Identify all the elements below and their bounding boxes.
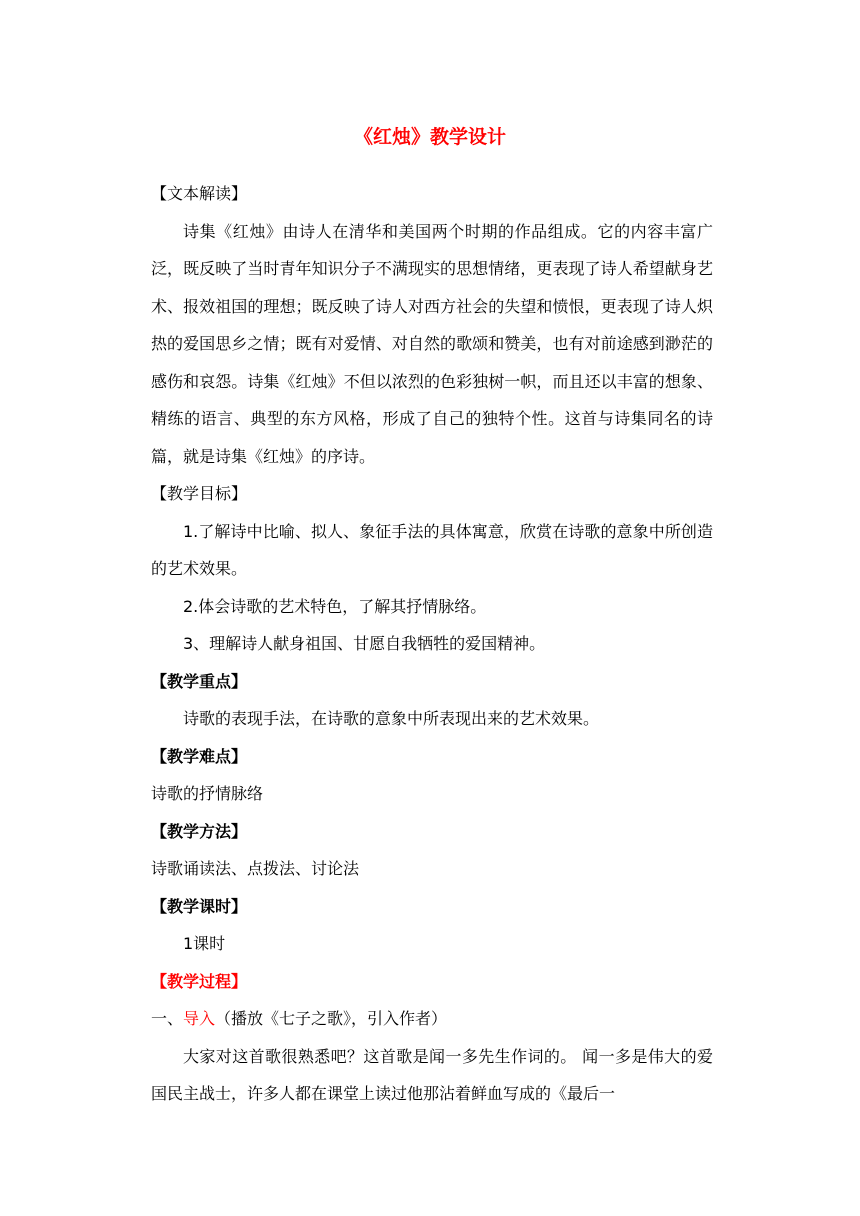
section-heading-difficulties: 【教学难点】 (151, 746, 248, 766)
section-heading-text-reading: 【文本解读】 (151, 184, 248, 203)
goal-item-2: 2.体会诗歌的艺术特色，了解其抒情脉络。 (183, 596, 487, 616)
goal-item-1: 1.了解诗中比喻、拟人、象征手法的具体寓意，欣赏在诗歌的意象中所创造的艺术效果。 (151, 521, 713, 578)
document-body (151, 175, 713, 1113)
section-heading-goals: 【教学目标】 (151, 484, 248, 503)
process-step-note: （播放《七子之歌》，引入作者） (215, 1009, 448, 1028)
document-title: 《红烛》教学设计 (353, 126, 506, 148)
section-heading-process: 【教学过程】 (151, 971, 248, 991)
process-step-prefix: 一、 (151, 1009, 184, 1028)
goal-item-3: 3、理解诗人献身祖国、甘愿自我牺牲的爱国精神。 (183, 634, 546, 653)
process-step-line (151, 1000, 713, 1038)
key-points-text: 诗歌的表现手法，在诗歌的意象中所表现出来的艺术效果。 (183, 709, 600, 728)
process-step-label: 导入 (183, 1009, 216, 1028)
hours-text: 1课时 (183, 934, 226, 953)
methods-text: 诗歌诵读法、点拨法、讨论法 (151, 859, 360, 878)
section-heading-hours: 【教学课时】 (151, 896, 248, 916)
section-heading-methods: 【教学方法】 (151, 821, 248, 841)
difficulties-text: 诗歌的抒情脉络 (151, 784, 264, 803)
section-heading-key-points: 【教学重点】 (151, 671, 248, 691)
process-intro-paragraph: 大家对这首歌很熟悉吧？这首歌是闻一多先生作词的。 闻一多是伟大的爱国民主战士，许多人都在课堂上读过他那沾着鲜血写成的《最后一 (151, 1046, 713, 1103)
text-reading-paragraph: 诗集《红烛》由诗人在清华和美国两个时期的作品组成。它的内容丰富广泛，既反映了当时青年知识分子不满现实的思想情绪，更表现了诗人希望献身艺术、报效祖国的理想；既反映了诗人对西方社会的失望和愤恨，更表现了诗人炽热的爱国思乡之情；既有对爱情、对自然的歌颂和赞美，也有对前途感到渺茫的感伤和哀怨。诗集《红烛》不但以浓烈的色彩独树一帜，而且还以丰富的想象、精练的语言、典型的东方风格，形成了自己的独特个性。这首与诗集同名的诗篇，就是诗集《红烛》的序诗。 (151, 221, 713, 466)
